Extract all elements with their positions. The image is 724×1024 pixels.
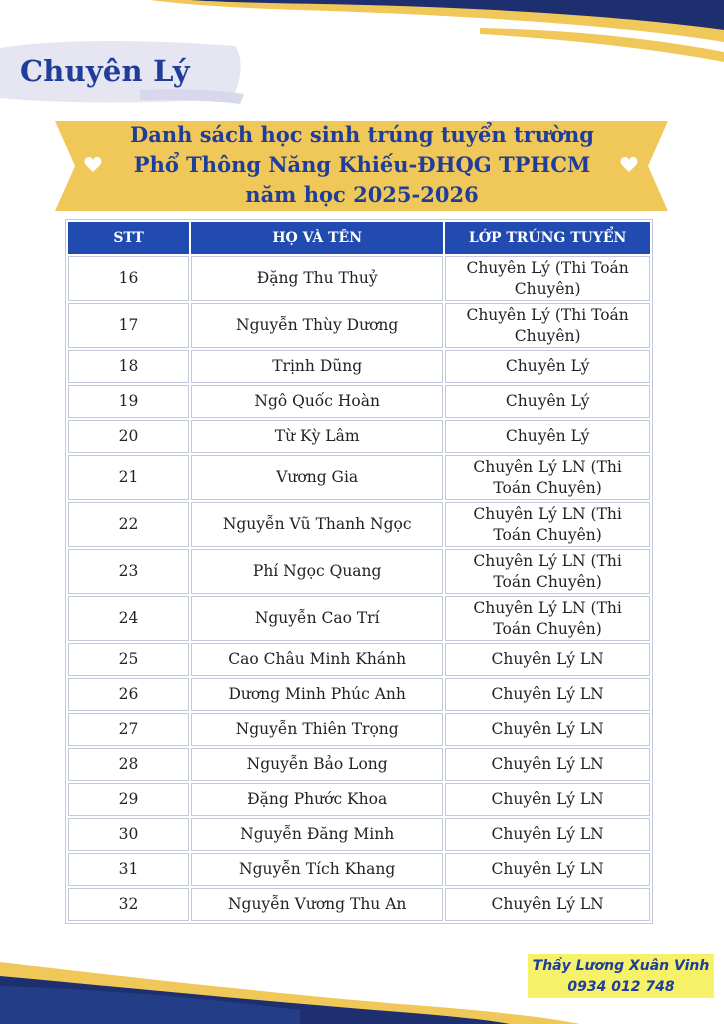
header-class: LỚP TRÚNG TUYỂN	[445, 222, 650, 254]
table-row	[68, 502, 650, 547]
teacher-signature	[528, 954, 714, 998]
row-stt: 21	[68, 455, 189, 500]
row-class: Chuyên Lý LN	[445, 678, 650, 711]
row-name: Nguyễn Đăng Minh	[191, 818, 443, 851]
table-header-row	[68, 222, 650, 254]
row-class: Chuyên Lý	[445, 385, 650, 418]
row-class: Chuyên Lý LN (Thi Toán Chuyên)	[445, 455, 650, 500]
row-name: Trịnh Dũng	[191, 350, 443, 383]
row-stt: 18	[68, 350, 189, 383]
teacher-name: Thầy Lương Xuân Vinh	[532, 958, 710, 974]
row-stt: 22	[68, 502, 189, 547]
table-row	[68, 420, 650, 453]
row-class: Chuyên Lý	[445, 420, 650, 453]
table-row	[68, 385, 650, 418]
row-stt: 19	[68, 385, 189, 418]
row-name: Nguyễn Thùy Dương	[191, 303, 443, 348]
row-stt: 30	[68, 818, 189, 851]
row-name: Nguyễn Vũ Thanh Ngọc	[191, 502, 443, 547]
table-row	[68, 678, 650, 711]
table-row	[68, 888, 650, 921]
row-name: Nguyễn Cao Trí	[191, 596, 443, 641]
row-class: Chuyên Lý (Thi Toán Chuyên)	[445, 256, 650, 301]
banner-line: năm học 2025-2026	[245, 182, 479, 207]
row-stt: 28	[68, 748, 189, 781]
row-stt: 31	[68, 853, 189, 886]
table-body	[68, 256, 650, 921]
row-name: Ngô Quốc Hoàn	[191, 385, 443, 418]
row-stt: 29	[68, 783, 189, 816]
row-name: Cao Châu Minh Khánh	[191, 643, 443, 676]
banner-line: Danh sách học sinh trúng tuyển trường	[130, 122, 594, 147]
table-row	[68, 713, 650, 746]
row-stt: 16	[68, 256, 189, 301]
row-stt: 20	[68, 420, 189, 453]
row-name: Vương Gia	[191, 455, 443, 500]
table-row	[68, 818, 650, 851]
banner-line: Phổ Thông Năng Khiếu-ĐHQG TPHCM	[133, 152, 591, 177]
table-row	[68, 350, 650, 383]
table-row	[68, 783, 650, 816]
row-name: Từ Kỳ Lâm	[191, 420, 443, 453]
teacher-phone: 0934 012 748	[567, 979, 675, 995]
row-name: Dương Minh Phúc Anh	[191, 678, 443, 711]
row-class: Chuyên Lý	[445, 350, 650, 383]
row-name: Phí Ngọc Quang	[191, 549, 443, 594]
row-stt: 24	[68, 596, 189, 641]
table-row	[68, 643, 650, 676]
row-stt: 32	[68, 888, 189, 921]
table-row	[68, 256, 650, 301]
row-class: Chuyên Lý LN	[445, 713, 650, 746]
row-stt: 23	[68, 549, 189, 594]
table-row	[68, 596, 650, 641]
row-name: Nguyễn Vương Thu An	[191, 888, 443, 921]
row-class: Chuyên Lý LN	[445, 888, 650, 921]
table-row	[68, 748, 650, 781]
header-name: HỌ VÀ TÊN	[191, 222, 443, 254]
row-class: Chuyên Lý LN (Thi Toán Chuyên)	[445, 549, 650, 594]
row-class: Chuyên Lý LN (Thi Toán Chuyên)	[445, 502, 650, 547]
row-class: Chuyên Lý LN	[445, 818, 650, 851]
header-stt: STT	[68, 222, 189, 254]
row-class: Chuyên Lý LN	[445, 853, 650, 886]
row-class: Chuyên Lý LN	[445, 748, 650, 781]
row-stt: 25	[68, 643, 189, 676]
row-stt: 27	[68, 713, 189, 746]
row-name: Nguyễn Tích Khang	[191, 853, 443, 886]
row-class: Chuyên Lý LN	[445, 643, 650, 676]
row-name: Nguyễn Bảo Long	[191, 748, 443, 781]
row-class: Chuyên Lý LN (Thi Toán Chuyên)	[445, 596, 650, 641]
row-name: Đặng Thu Thuỷ	[191, 256, 443, 301]
admission-table	[66, 220, 652, 923]
row-class: Chuyên Lý (Thi Toán Chuyên)	[445, 303, 650, 348]
row-name: Nguyễn Thiên Trọng	[191, 713, 443, 746]
row-stt: 17	[68, 303, 189, 348]
list-banner-title	[80, 120, 644, 210]
row-name: Đặng Phước Khoa	[191, 783, 443, 816]
table-row	[68, 303, 650, 348]
page-title: Chuyên Lý	[20, 54, 190, 88]
row-stt: 26	[68, 678, 189, 711]
table-row	[68, 549, 650, 594]
table-row	[68, 853, 650, 886]
row-class: Chuyên Lý LN	[445, 783, 650, 816]
table-row	[68, 455, 650, 500]
